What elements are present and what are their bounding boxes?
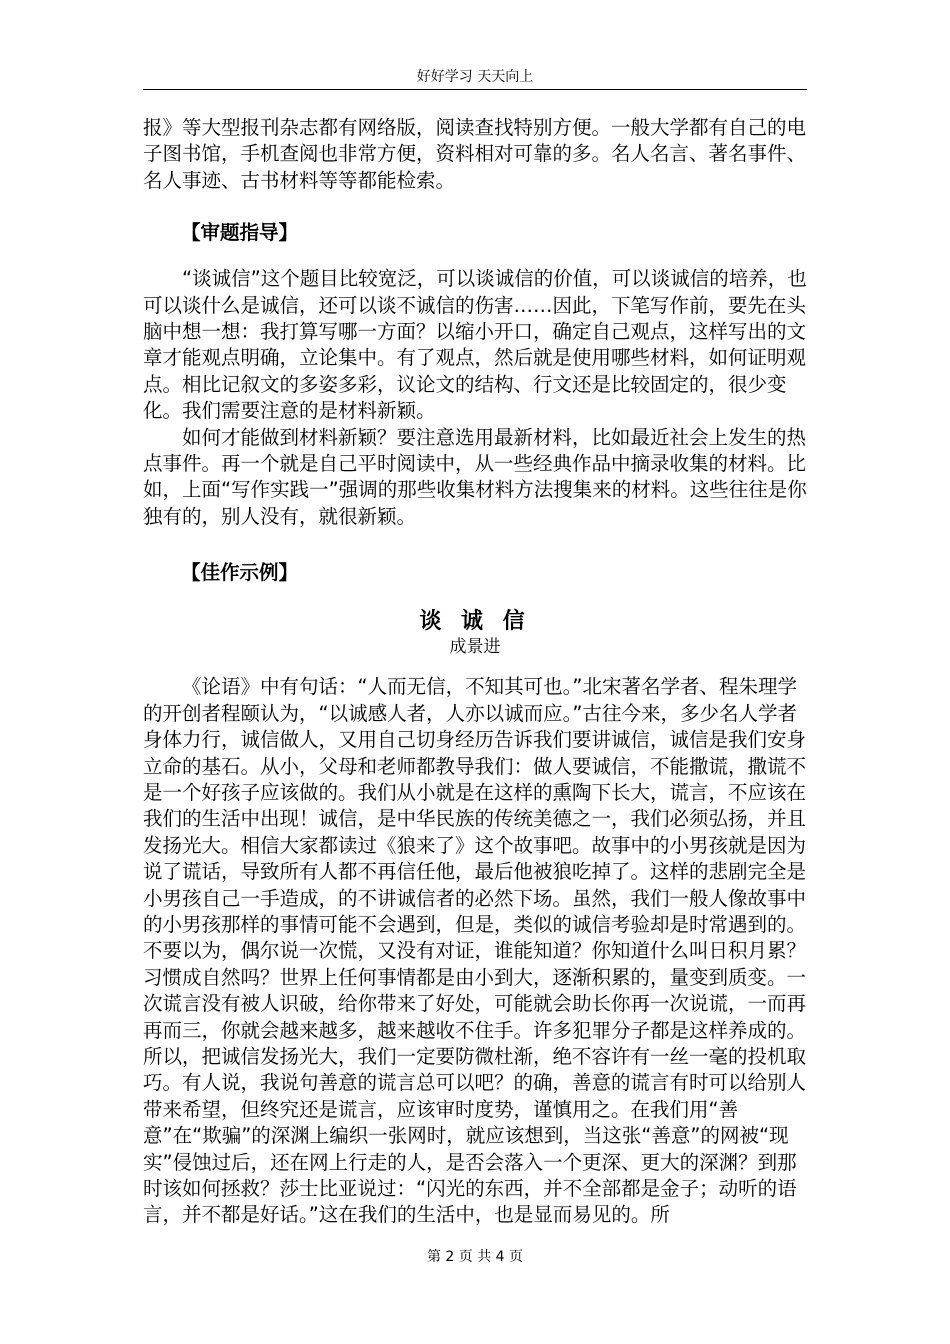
spacer — [143, 246, 807, 266]
page-header: 好好学习 天天向上 — [416, 69, 534, 85]
spacer — [143, 194, 807, 220]
header-divider — [143, 89, 807, 90]
section-heading-guidance: 【审题指导】 — [181, 221, 299, 245]
guidance-paragraph-2: 如何才能做到材料新颖？要注意选用最新材料，比如最近社会上发生的热点事件。再一个就是自己平时阅读中，从一些经典作品中摘录收集的材料。比如，上面“写作实践一”强调的那些收集材料方法搜集来的材料。这些往往是你独有的，别人没有，就很新颖。 — [143, 425, 807, 528]
spacer — [143, 530, 807, 560]
page-content — [143, 115, 807, 1229]
page-footer: 第 2 页 共 4 页 — [426, 1249, 524, 1265]
essay-title: 谈 诚 信 — [419, 609, 531, 635]
intro-paragraph: 报》等大型报刊杂志都有网络版，阅读查找特别方便。一般大学都有自己的电子图书馆，手机查阅也非常方便，资料相对可靠的多。名人名言、著名事件、名人事迹、古书材料等等都能检索。 — [143, 116, 807, 192]
essay-paragraph: 《论语》中有句话：“人而无信，不知其可也。”北宋著名学者、程朱理学的开创者程颐认为，“以诚感人者，人亦以诚而应。”古往今来，多少名人学者身体力行，诚信做人，又用自己切身经历告诉我们要讲诚信，诚信是我们安身立命的基石。从小，父母和老师都教导我们：做人要诚信，不能撒谎，撒谎不是一个好孩子应该做的。我们从小就是在这样的熏陶下长大，谎言，不应该在我们的生活中出现！诚信，是中华民族的传统美德之一，我们必须弘扬，并且发扬光大。相信大家都读过《狼来了》这个故事吧。故事中的小男孩就是因为说了谎话，导致所有人都不再信任他，最后他被狼吃掉了。这样的悲剧完全是小男孩自己一手造成，的不讲诚信者的必然下场。虽然，我们一般人像故事中的小男孩那样的事情可能不会遇到，但是，类似的诚信考验却是时常遇到的。不要以为，偶尔说一次慌，又没有对证，谁能知道？你知道什么叫日积月累？习惯成自然吗？世界上任何事情都是由小到大，逐渐积累的，量变到质变。一次谎言没有被人识破，给你带来了好处，可能就会助长你再一次说谎，一而再再而三，你就会越来越多，越来越收不住手。许多犯罪分子都是这样养成的。所以，把诚信发扬光大，我们一定要防微杜渐，绝不容许有一丝一毫的投机取巧。有人说，我说句善意的谎言总可以吧？的确，善意的谎言有时可以给别人带来希望，但终究还是谎言，应该审时度势，谨慎用之。在我们用“善意”在“欺骗”的深渊上编织一张网时，就应该想到，当这张“善意”的网被“现实”侵蚀过后，还在网上行走的人，是否会落入一个更深、更大的深渊？到那时该如何拯救？莎士比亚说过：“闪光的东西，并不全部都是金子；动听的语言，并不都是好话。”这在我们的生活中，也是显而易见的。所 — [143, 675, 807, 1227]
guidance-paragraph-1: “谈诚信”这个题目比较宽泛，可以谈诚信的价值，可以谈诚信的培养，也可以谈什么是诚信，还可以谈不诚信的伤害……因此，下笔写作前，要先在头脑中想一想：我打算写哪一方面？以缩小开口，确定自己观点，这样写出的文章才能观点明确，立论集中。有了观点，然后就是使用哪些材料，如何证明观点。相比记叙文的多姿多彩，议论文的结构、行文还是比较固定的，很少变化。我们需要注意的是材料新颖。 — [143, 267, 807, 423]
essay-author: 成景进 — [449, 637, 501, 658]
section-heading-example: 【佳作示例】 — [181, 561, 299, 585]
spacer — [143, 658, 807, 674]
spacer — [143, 586, 807, 608]
